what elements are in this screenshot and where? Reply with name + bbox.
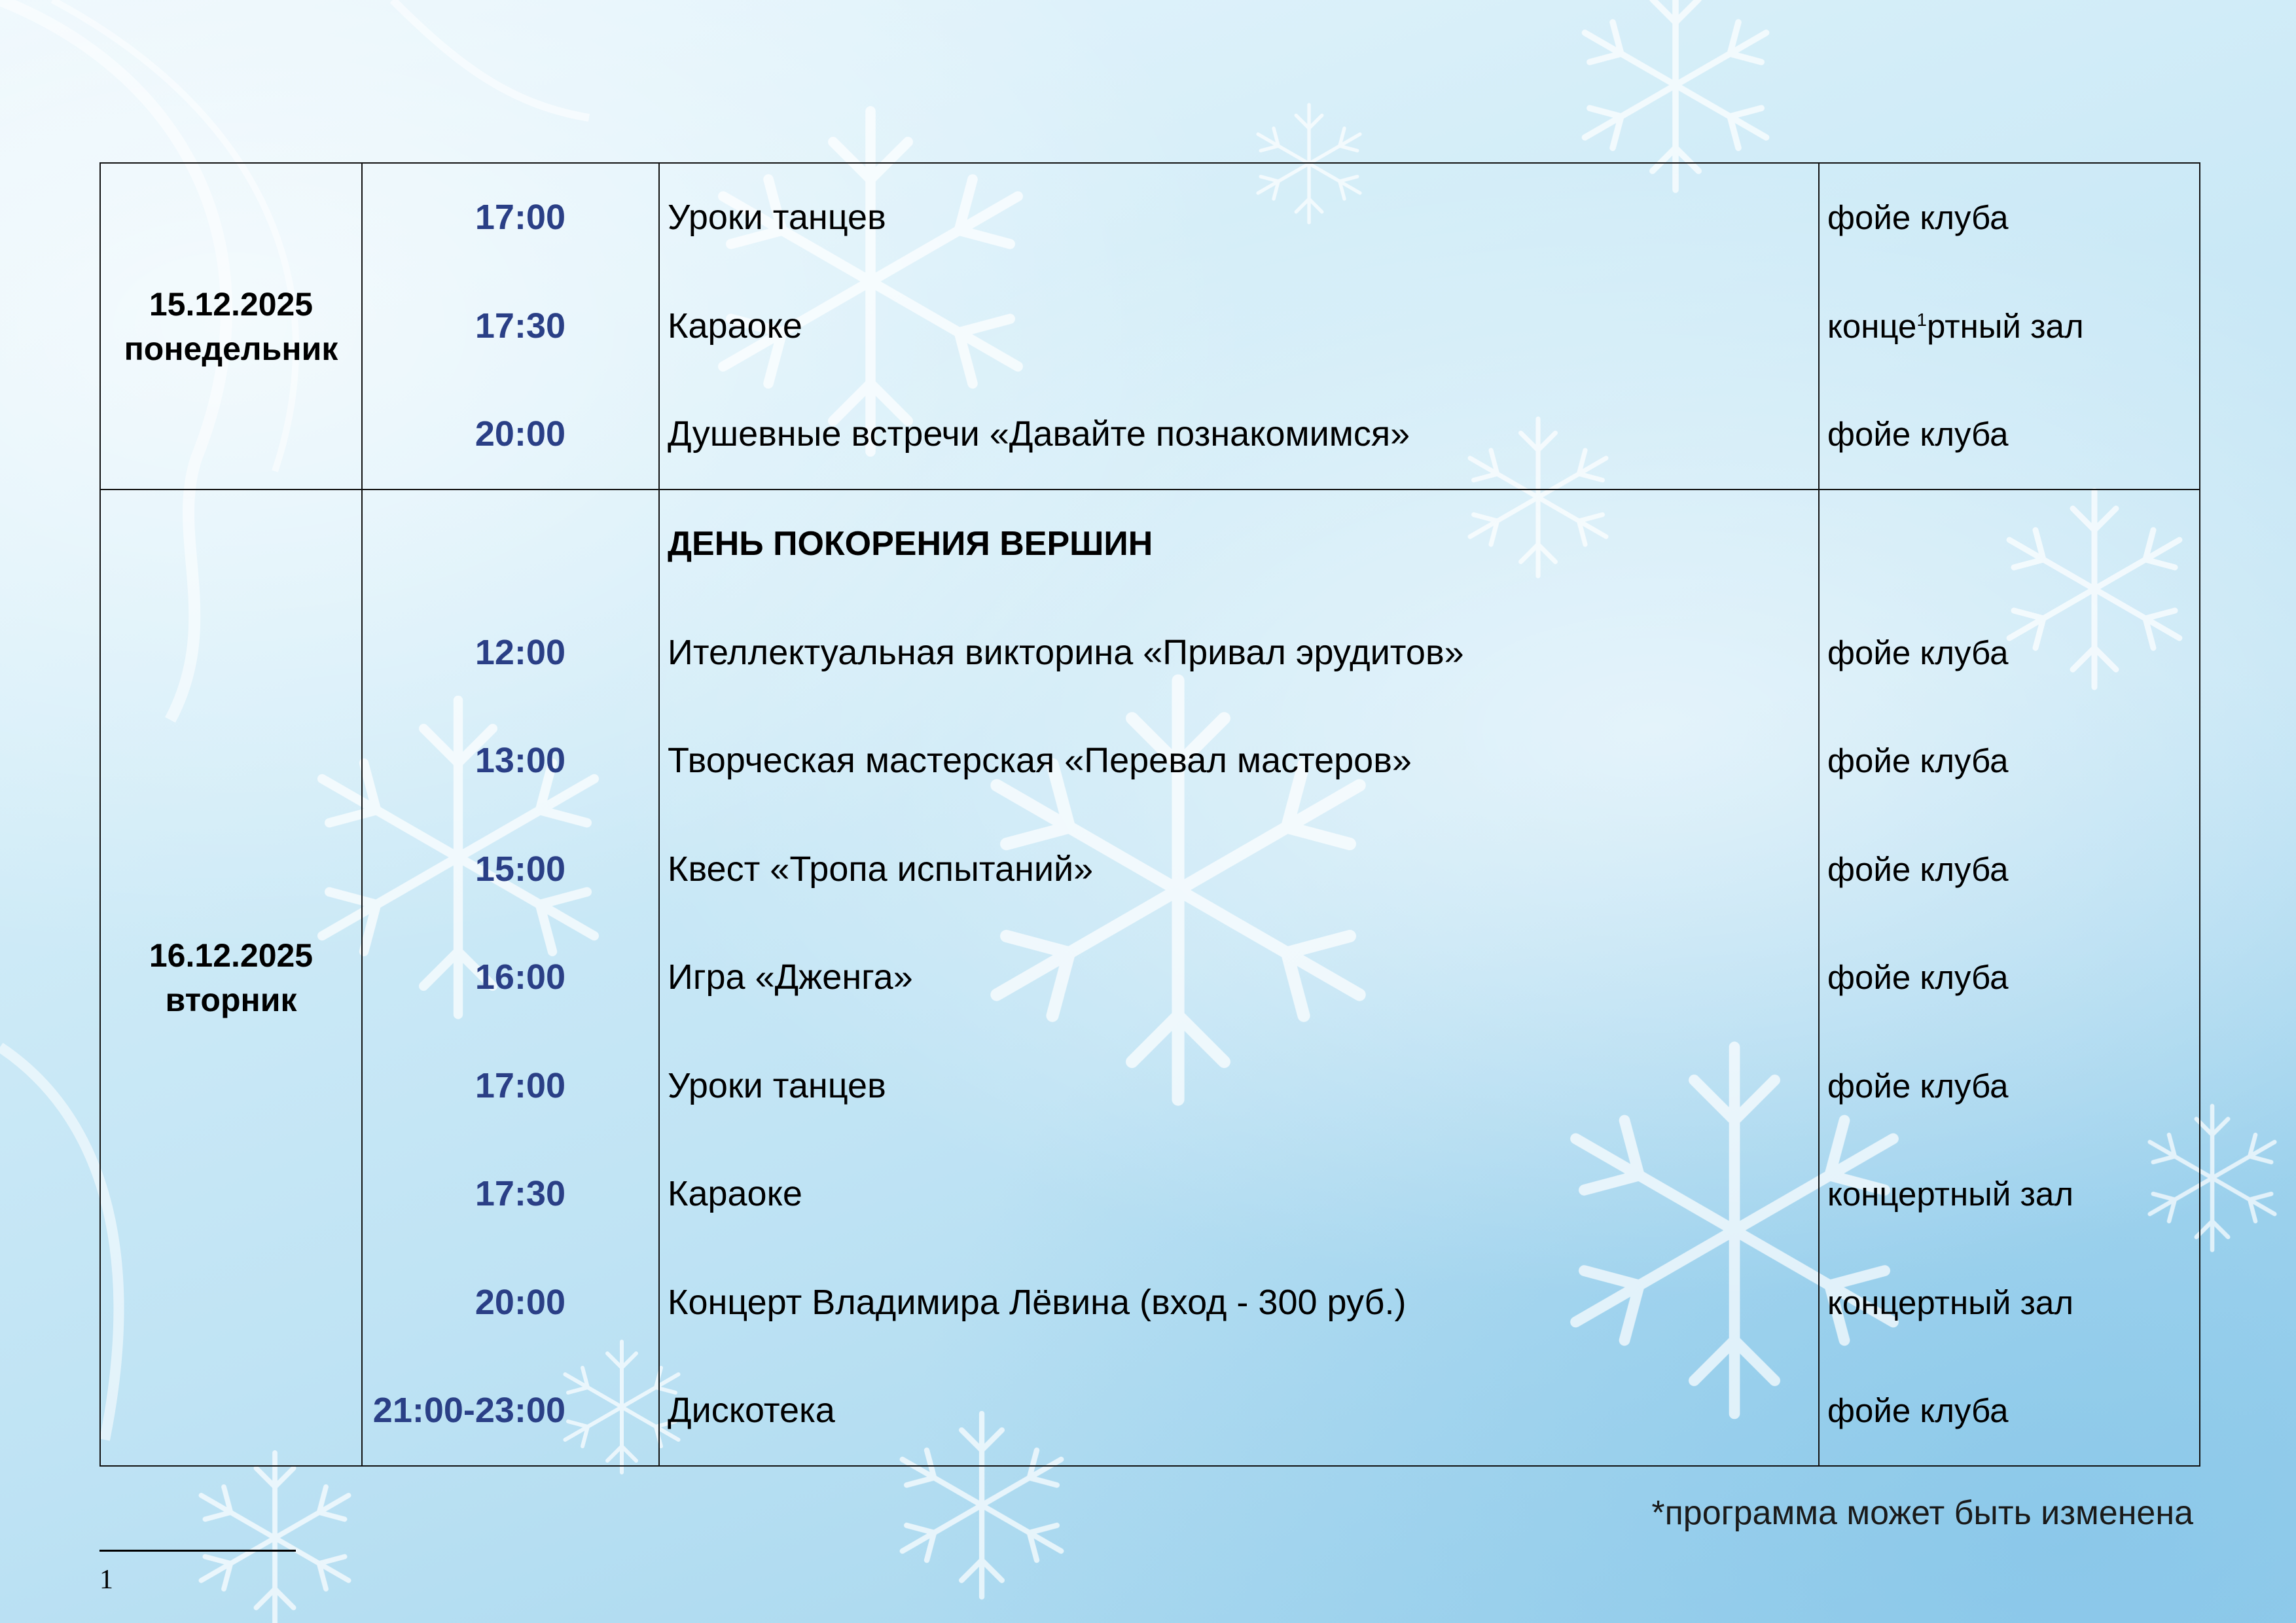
heading-spacer xyxy=(363,490,658,599)
event-place: фойе клуба xyxy=(1827,633,2009,671)
event-title: Дискотека xyxy=(668,1391,835,1431)
time-column xyxy=(362,490,659,1466)
event-place: фойе клуба xyxy=(1827,959,2009,997)
event-title: Уроки танцев xyxy=(668,1065,886,1105)
event-time: 16:00 xyxy=(475,957,565,997)
event-title: Уроки танцев xyxy=(668,198,886,237)
program-change-note: *программа может быть изменена xyxy=(1651,1494,2193,1532)
event-time: 17:00 xyxy=(475,1065,565,1105)
date-text: 15.12.2025 xyxy=(149,285,314,323)
event-title: Караоке xyxy=(668,1174,802,1214)
event-time: 17:30 xyxy=(475,306,565,346)
event-place xyxy=(1820,272,2199,381)
event-place: фойе клуба xyxy=(1827,1067,2009,1105)
day-block-2 xyxy=(100,490,2200,1466)
footnote-number: 1 xyxy=(99,1565,113,1595)
weekday-text: понедельник xyxy=(124,330,338,367)
day-block-1 xyxy=(100,163,2200,490)
event-time: 20:00 xyxy=(475,414,565,454)
event-place: концертный зал xyxy=(1827,1175,2074,1213)
event-place: фойе клуба xyxy=(1827,199,2009,236)
event-time: 17:00 xyxy=(475,198,565,237)
event-time: 13:00 xyxy=(475,741,565,781)
footnote-divider xyxy=(99,1550,296,1552)
event-title: Концерт Владимира Лёвина (вход - 300 руб.) xyxy=(668,1282,1407,1322)
event-column xyxy=(659,163,1819,490)
event-title: Игра «Дженга» xyxy=(668,957,913,997)
date-text: 16.12.2025 xyxy=(149,936,314,974)
event-title: Квест «Тропа испытаний» xyxy=(668,849,1094,889)
event-place-part: конце xyxy=(1827,307,1917,345)
event-time: 17:30 xyxy=(475,1174,565,1214)
event-title: Ителлектуальная викторина «Привал эрудитов» xyxy=(668,632,1464,672)
heading-spacer xyxy=(1820,490,2199,599)
event-title: Творческая мастерская «Перевал мастеров» xyxy=(668,741,1412,781)
place-column xyxy=(1819,163,2200,490)
event-title: Душевные встречи «Давайте познакомимся» xyxy=(668,414,1410,454)
event-time: 21:00-23:00 xyxy=(372,1391,565,1431)
event-time: 20:00 xyxy=(475,1282,565,1322)
event-place: фойе клуба xyxy=(1827,850,2009,888)
day-heading: ДЕНЬ ПОКОРЕНИЯ ВЕРШИН xyxy=(668,525,1153,563)
event-time: 12:00 xyxy=(475,632,565,672)
date-cell xyxy=(100,163,362,490)
event-place: фойе клуба xyxy=(1827,416,2009,454)
event-place-part: ртный зал xyxy=(1927,307,2084,345)
event-place: концертный зал xyxy=(1827,1283,2074,1321)
event-place: фойе клуба xyxy=(1827,1392,2009,1430)
event-time: 15:00 xyxy=(475,849,565,889)
time-column xyxy=(362,163,659,490)
place-column xyxy=(1819,490,2200,1466)
footnote-reference: 1 xyxy=(1916,309,1927,330)
schedule-table xyxy=(99,162,2200,1467)
event-title: Караоке xyxy=(668,306,802,346)
event-place: фойе клуба xyxy=(1827,742,2009,780)
event-column xyxy=(659,490,1819,1466)
weekday-text: вторник xyxy=(165,981,297,1018)
date-cell xyxy=(100,490,362,1466)
